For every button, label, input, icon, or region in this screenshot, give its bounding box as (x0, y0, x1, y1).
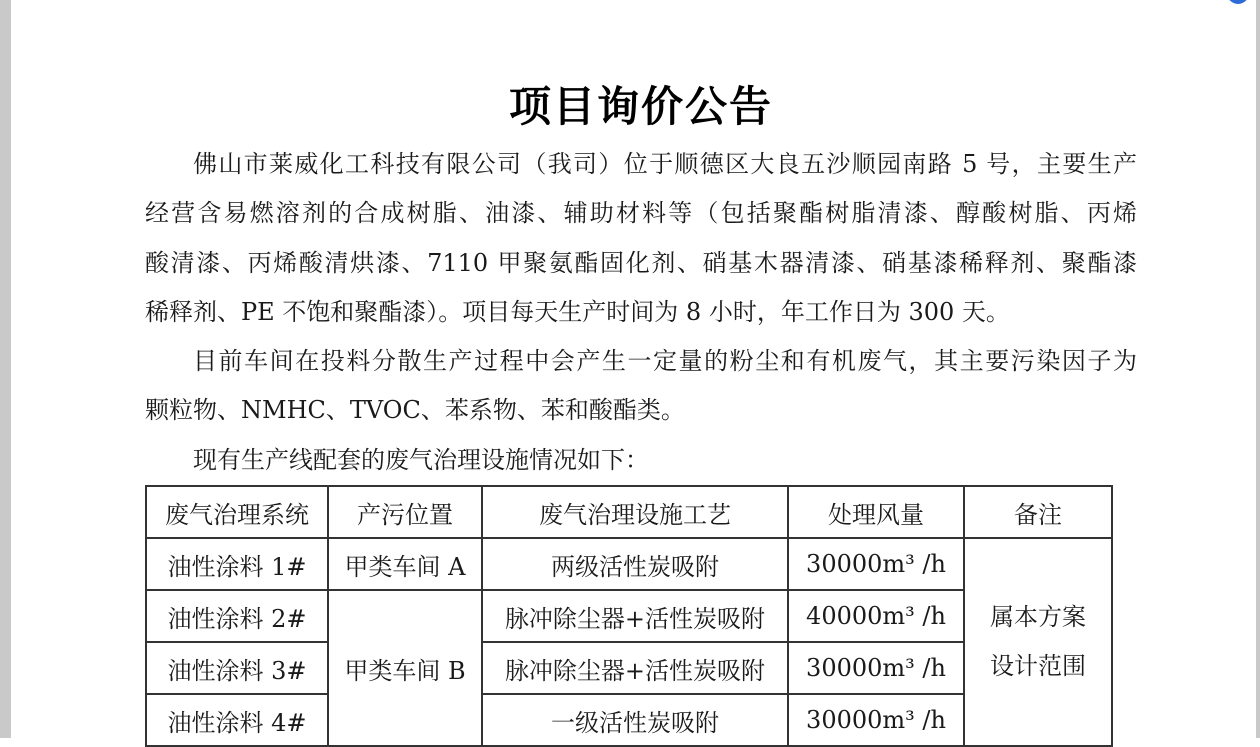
document-page (11, 0, 1256, 738)
cell-airflow-2: 40000m³ /h (788, 590, 964, 642)
cell-airflow-3: 30000m³ /h (788, 642, 964, 694)
paragraph2-line2: 颗粒物、NMHC、TVOC、苯系物、苯和酸酯类。 (145, 396, 685, 425)
cell-airflow-1: 30000m³ /h (788, 538, 964, 590)
table-row (146, 538, 1112, 590)
cell-system-1: 油性涂料 1# (146, 538, 328, 590)
cell-airflow-4: 30000m³ /h (788, 694, 964, 746)
paragraph3-line1: 现有生产线配套的废气治理设施情况如下： (193, 445, 649, 474)
cell-location-a: 甲类车间 A (328, 538, 482, 590)
header-remark: 备注 (964, 486, 1112, 538)
cell-process-4: 一级活性炭吸附 (482, 694, 788, 746)
paragraph2-line1: 目前车间在投料分散生产过程中会产生一定量的粉尘和有机废气，其主要污染因子为 (193, 347, 1137, 376)
header-location: 产污位置 (328, 486, 482, 538)
paragraph1-line1: 佛山市莱威化工科技有限公司（我司）位于顺德区大良五沙顺园南路 5 号，主要生产 (193, 150, 1137, 178)
remark-line1: 属本方案 (990, 603, 1086, 632)
paragraph1-line4: 稀释剂、PE 不饱和聚酯漆）。项目每天生产时间为 8 小时，年工作日为 300 天。 (145, 297, 1010, 326)
cell-system-3: 油性涂料 3# (146, 642, 328, 694)
floating-assistant-button[interactable] (1227, 0, 1249, 4)
cell-process-1: 两级活性炭吸附 (482, 538, 788, 590)
cell-system-2: 油性涂料 2# (146, 590, 328, 642)
table-header-row (146, 486, 1112, 538)
cell-location-b: 甲类车间 B (328, 590, 482, 746)
header-process: 废气治理设施工艺 (482, 486, 788, 538)
paragraph1-line2: 经营含易燃溶剂的合成树脂、油漆、辅助材料等（包括聚酯树脂清漆、醇酸树脂、丙烯 (145, 199, 1137, 228)
waste-gas-treatment-table (145, 485, 1113, 747)
paragraph1-line3: 酸清漆、丙烯酸清烘漆、7110 甲聚氨酯固化剂、硝基木器清漆、硝基漆稀释剂、聚酯漆 (145, 248, 1137, 277)
header-airflow: 处理风量 (788, 486, 964, 538)
remark-line2: 设计范围 (990, 652, 1086, 681)
cell-remark (964, 538, 1112, 746)
page-title: 项目询价公告 (508, 82, 773, 131)
cell-system-4: 油性涂料 4# (146, 694, 328, 746)
document-body (145, 84, 1137, 747)
cell-process-2: 脉冲除尘器+活性炭吸附 (482, 590, 788, 642)
cell-process-3: 脉冲除尘器+活性炭吸附 (482, 642, 788, 694)
header-system: 废气治理系统 (146, 486, 328, 538)
